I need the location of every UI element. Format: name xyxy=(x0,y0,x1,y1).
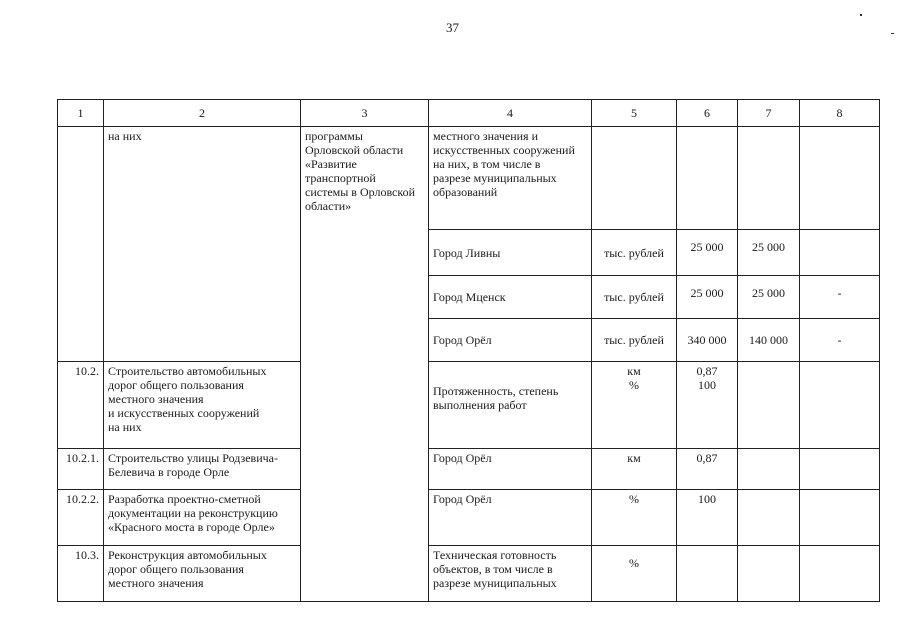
indicator-text: Протяженность, степень выполнения работ xyxy=(433,384,559,412)
value-col7-cell xyxy=(738,362,800,449)
value-col6-cell: 0,87 xyxy=(677,449,738,490)
indicator-text: местного значения и искусственных сооружений на них, в том числе в разрезе муниципальных образований xyxy=(433,129,575,199)
value-col6-cell xyxy=(677,362,738,449)
value-col8-cell xyxy=(800,449,880,490)
row-name-cell xyxy=(104,546,301,602)
program-table xyxy=(57,99,880,602)
unit-cell xyxy=(592,127,677,230)
scan-speck xyxy=(860,14,862,16)
indicator-cell: Город Орёл xyxy=(429,490,592,546)
row-name-text: Строительство улицы Родзевича- Белевича в городе Орле xyxy=(108,451,279,479)
value-col7-cell xyxy=(738,449,800,490)
unit-cell: тыс. рублей xyxy=(592,276,677,319)
table-row xyxy=(58,127,880,230)
value-col8-cell xyxy=(800,546,880,602)
table-row xyxy=(58,449,880,490)
scan-speck xyxy=(891,33,894,34)
value-col8-cell xyxy=(800,230,880,276)
header-cell: 5 xyxy=(592,100,677,127)
value-col8-cell xyxy=(800,490,880,546)
indicator-cell: Город Мценск xyxy=(429,276,592,319)
value-col6-cell xyxy=(677,127,738,230)
table-row xyxy=(58,362,880,449)
row-number-cell: 10.2.2. xyxy=(58,490,104,546)
value-col6-cell: 340 000 xyxy=(677,319,738,362)
page-number: 37 xyxy=(446,20,459,35)
row-name-text: Строительство автомобильных дорог общего пользования местного значения и искусственных сооружений на них xyxy=(108,364,267,434)
unit-cell: км xyxy=(592,449,677,490)
header-cell: 1 xyxy=(58,100,104,127)
value-col6-cell: 100 xyxy=(677,490,738,546)
value-col6-cell: 25 000 xyxy=(677,276,738,319)
unit-cell: тыс. рублей xyxy=(592,319,677,362)
header-cell: 6 xyxy=(677,100,738,127)
value-col7-cell xyxy=(738,127,800,230)
value-col7-cell: 25 000 xyxy=(738,230,800,276)
row-name-text: на них xyxy=(108,129,142,143)
value-col6-cell xyxy=(677,546,738,602)
program-cell xyxy=(301,127,429,602)
indicator-cell xyxy=(429,546,592,602)
row-name-cell xyxy=(104,490,301,546)
program-text: программы Орловской области «Развитие транспортной системы в Орловской области» xyxy=(305,129,416,213)
indicator-cell xyxy=(429,127,592,230)
value-col7-cell xyxy=(738,546,800,602)
value-col8-cell xyxy=(800,362,880,449)
header-cell: 7 xyxy=(738,100,800,127)
table-header-row xyxy=(58,100,880,127)
row-number-cell xyxy=(58,127,104,362)
row-name-cell xyxy=(104,449,301,490)
unit-cell: тыс. рублей xyxy=(592,230,677,276)
indicator-cell: Город Ливны xyxy=(429,230,592,276)
value-col6-text: 0,87 100 xyxy=(696,364,718,392)
unit-text: км % xyxy=(627,364,641,392)
value-col8-cell: - xyxy=(800,319,880,362)
header-cell: 3 xyxy=(301,100,429,127)
indicator-cell: Город Орёл xyxy=(429,319,592,362)
value-col8-cell xyxy=(800,127,880,230)
row-name-cell xyxy=(104,127,301,362)
indicator-text: Техническая готовность объектов, в том числе в разрезе муниципальных xyxy=(433,548,557,590)
value-col8-cell: - xyxy=(800,276,880,319)
unit-cell: % xyxy=(592,546,677,602)
value-col6-cell: 25 000 xyxy=(677,230,738,276)
unit-cell xyxy=(592,362,677,449)
header-cell: 2 xyxy=(104,100,301,127)
value-col7-cell xyxy=(738,490,800,546)
row-name-text: Разработка проектно-сметной документации на реконструкцию «Красного моста в городе Орле» xyxy=(108,492,278,534)
indicator-cell: Город Орёл xyxy=(429,449,592,490)
indicator-cell xyxy=(429,362,592,449)
unit-cell: % xyxy=(592,490,677,546)
header-cell: 4 xyxy=(429,100,592,127)
value-col7-cell: 140 000 xyxy=(738,319,800,362)
row-number-cell: 10.3. xyxy=(58,546,104,602)
row-number-cell: 10.2.1. xyxy=(58,449,104,490)
row-number-cell: 10.2. xyxy=(58,362,104,449)
table-row xyxy=(58,546,880,602)
row-name-text: Реконструкция автомобильных дорог общего пользования местного значения xyxy=(108,548,267,590)
row-name-cell xyxy=(104,362,301,449)
header-cell: 8 xyxy=(800,100,880,127)
table-row xyxy=(58,490,880,546)
value-col7-cell: 25 000 xyxy=(738,276,800,319)
